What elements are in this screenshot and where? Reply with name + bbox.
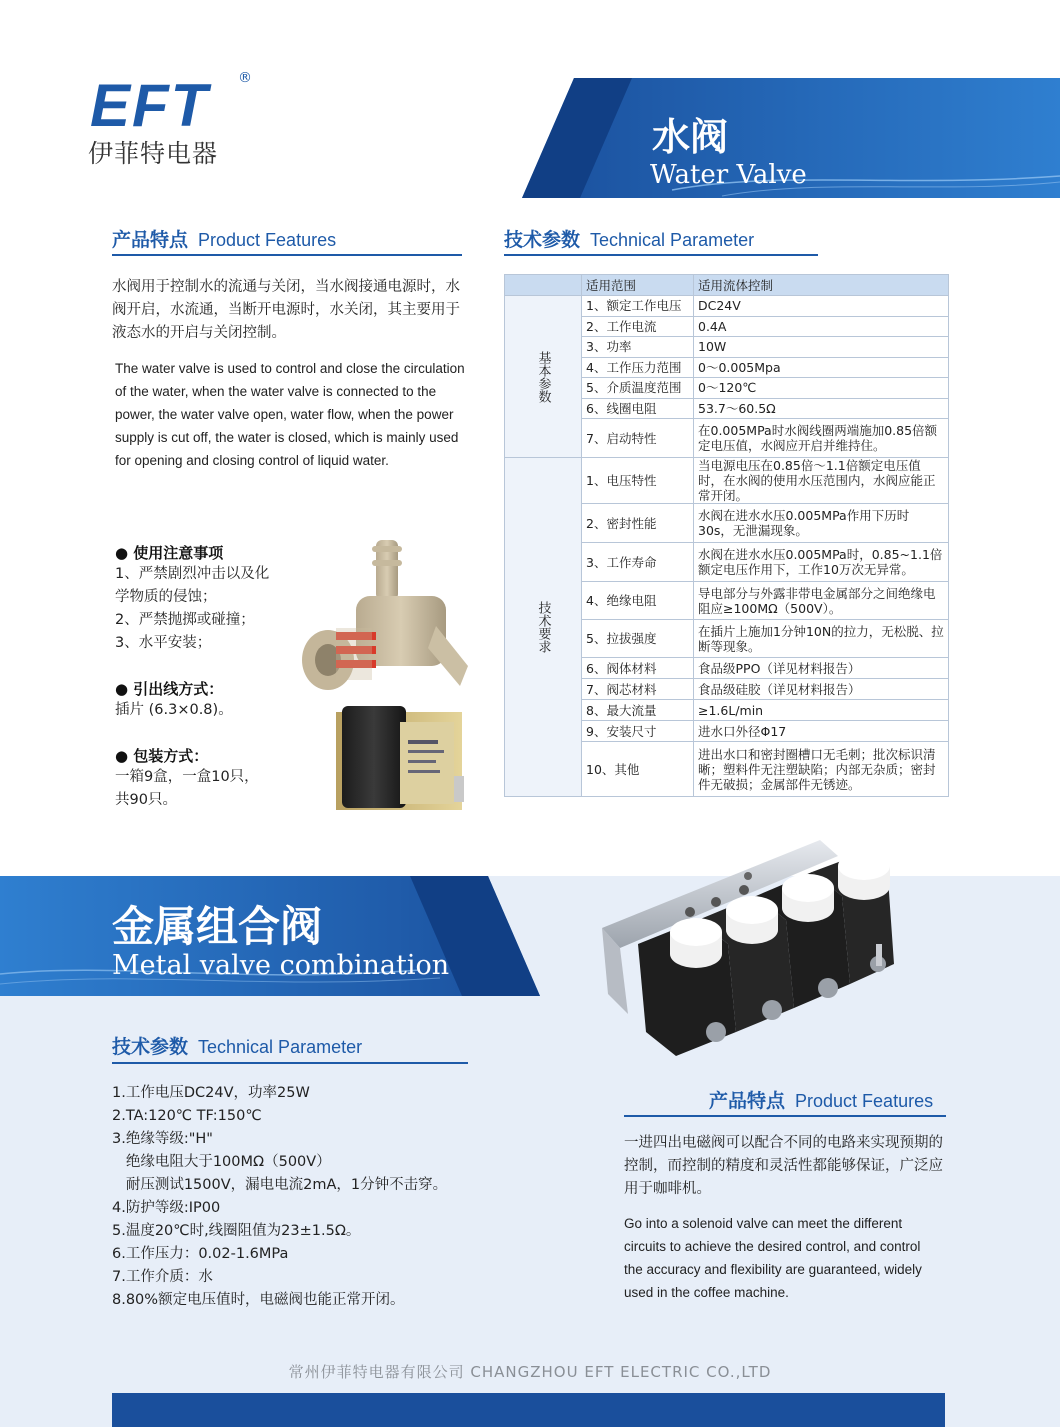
spec-item: 8、最大流量 bbox=[582, 700, 694, 721]
group-label-basic: 基本参数 bbox=[505, 296, 582, 458]
spec-item: 4、工作压力范围 bbox=[582, 357, 694, 378]
spec-line: 6.工作压力：0.02-1.6MPa bbox=[112, 1246, 289, 1262]
group-label-tech: 技术要求 bbox=[505, 458, 582, 797]
spec-value: 在0.005MPa时水阀线圈两端施加0.85倍额定电压值，水阀应开启并维持住。 bbox=[694, 419, 949, 458]
spec-value: ≥1.6L/min bbox=[694, 700, 949, 721]
registered-mark: ® bbox=[238, 70, 252, 86]
spec-value: 0.4A bbox=[694, 316, 949, 337]
spec-item: 5、拉拔强度 bbox=[582, 620, 694, 658]
spec-value: 10W bbox=[694, 337, 949, 358]
spec-value: 0～0.005Mpa bbox=[694, 357, 949, 378]
water-features-desc-en: The water valve is used to control and close the circulation of the water, when the water valve is connected to the power, the water valve open, water flow, when the power supply is cut off, the water is closed, which is mainly used for opening and closing control of liquid water. bbox=[115, 361, 465, 468]
table-row bbox=[505, 296, 949, 317]
spec-value: 进出水口和密封圈槽口无毛刺；批次标识清晰；塑料件无注塑缺陷；内部无杂质；密封件无破损；金属部件无锈迹。 bbox=[694, 742, 949, 797]
spec-value: 食品级硅胶（详见材料报告） bbox=[694, 679, 949, 700]
spec-value: 进水口外径Φ17 bbox=[694, 721, 949, 742]
spec-item: 9、安装尺寸 bbox=[582, 721, 694, 742]
water-valve-spec-table bbox=[504, 274, 949, 797]
water-features-desc-cn: 水阀用于控制水的流通与关闭，当水阀接通电源时，水阀开启，水流通，当断开电源时，水关闭，其主要用于液态水的开启与关闭控制。 bbox=[112, 279, 460, 341]
spec-value: 当电源电压在0.85倍～1.1倍额定电压值时，在水阀的使用水压范围内，水阀应能正常开闭。 bbox=[694, 458, 949, 504]
metal-valve-product-image bbox=[598, 836, 908, 1072]
heading-rule bbox=[624, 1115, 946, 1117]
spec-value: 0～120℃ bbox=[694, 378, 949, 399]
pack-line: 一箱9盒，一盒10只， bbox=[115, 769, 259, 785]
usage-notes bbox=[115, 542, 295, 655]
spec-line: 绝缘电阻大于100MΩ（500V） bbox=[112, 1154, 331, 1170]
usage-item: 1、严禁剧烈冲击以及化 bbox=[115, 566, 270, 582]
usage-item: 学物质的侵蚀； bbox=[115, 589, 217, 605]
spec-item: 3、功率 bbox=[582, 337, 694, 358]
heading-en: Product Features bbox=[198, 230, 337, 250]
usage-item: 3、水平安装； bbox=[115, 635, 212, 651]
spec-value: 在插片上施加1分钟10N的拉力，无松脱、拉断等现象。 bbox=[694, 620, 949, 658]
table-corner bbox=[505, 275, 582, 296]
spec-item: 7、阀芯材料 bbox=[582, 679, 694, 700]
footer-company: 常州伊菲特电器有限公司 CHANGZHOU EFT ELECTRIC CO.,LTD bbox=[288, 1363, 772, 1381]
spec-item: 6、线圈电阻 bbox=[582, 398, 694, 419]
heading-rule bbox=[112, 254, 462, 256]
spec-line: 1.工作电压DC24V，功率25W bbox=[112, 1085, 310, 1101]
spec-item: 2、密封性能 bbox=[582, 504, 694, 543]
heading-en: Technical Parameter bbox=[590, 230, 755, 250]
spec-item: 3、工作寿命 bbox=[582, 543, 694, 582]
lead-notes bbox=[115, 678, 295, 722]
spec-value: DC24V bbox=[694, 296, 949, 317]
metal-features-heading bbox=[709, 1086, 933, 1113]
pack-line: 共90只。 bbox=[115, 792, 177, 808]
brand-logo: EFT bbox=[90, 72, 210, 139]
water-features-heading bbox=[112, 225, 336, 252]
spec-item: 1、额定工作电压 bbox=[582, 296, 694, 317]
water-valve-title-en: Water Valve bbox=[650, 160, 807, 190]
spec-item: 6、阀体材料 bbox=[582, 658, 694, 679]
metal-valve-title-cn: 金属组合阀 bbox=[112, 902, 323, 951]
spec-item: 1、电压特性 bbox=[582, 458, 694, 504]
spec-value: 53.7～60.5Ω bbox=[694, 398, 949, 419]
heading-rule bbox=[504, 254, 818, 256]
spec-line: 耐压测试1500V，漏电电流2mA，1分钟不击穿。 bbox=[112, 1177, 448, 1193]
spec-line: 4.防护等级:IP00 bbox=[112, 1200, 221, 1216]
brand-name-cn: 伊菲特电器 bbox=[88, 139, 219, 168]
metal-valve-title-en: Metal valve combination bbox=[112, 950, 450, 981]
usage-item: 2、严禁抛掷或碰撞； bbox=[115, 612, 255, 628]
lead-title: ● 引出线方式： bbox=[115, 680, 224, 698]
spec-item: 5、介质温度范围 bbox=[582, 378, 694, 399]
table-header-cell: 适用范围 bbox=[582, 275, 694, 296]
table-header-cell: 适用流体控制 bbox=[694, 275, 949, 296]
spec-line: 5.温度20℃时,线圈阻值为23±1.5Ω。 bbox=[112, 1223, 361, 1239]
metal-features-desc-en: Go into a solenoid valve can meet the different circuits to achieve the desired control, and control the accuracy and flexibility are guaranteed, widely used in the coffee machine. bbox=[624, 1216, 922, 1300]
spec-line: 2.TA:120℃ TF:150℃ bbox=[112, 1108, 262, 1124]
spec-value: 导电部分与外露非带电金属部分之间绝缘电阻应≥100MΩ（500V）。 bbox=[694, 582, 949, 620]
usage-title: ● 使用注意事项 bbox=[115, 544, 224, 562]
pack-title: ● 包装方式： bbox=[115, 747, 209, 765]
pack-notes bbox=[115, 745, 295, 812]
spec-value: 水阀在进水水压0.005MPa作用下历时30s，无泄漏现象。 bbox=[694, 504, 949, 543]
spec-value: 水阀在进水水压0.005MPa时，0.85~1.1倍额定电压作用下，工作10万次无异常。 bbox=[694, 543, 949, 582]
heading-cn: 产品特点 bbox=[112, 229, 189, 251]
lead-value: 插片 (6.3×0.8)。 bbox=[115, 702, 233, 718]
spec-line: 7.工作介质：水 bbox=[112, 1269, 213, 1285]
heading-rule bbox=[112, 1062, 468, 1064]
heading-cn: 技术参数 bbox=[112, 1036, 189, 1058]
spec-item: 4、绝缘电阻 bbox=[582, 582, 694, 620]
footer-bar bbox=[112, 1393, 945, 1427]
metal-tech-heading bbox=[112, 1032, 362, 1059]
spec-line: 3.绝缘等级:"H" bbox=[112, 1131, 213, 1147]
table-row bbox=[505, 458, 949, 504]
table-header-row bbox=[505, 275, 949, 296]
heading-cn: 产品特点 bbox=[709, 1090, 786, 1112]
water-valve-title-cn: 水阀 bbox=[652, 115, 729, 159]
spec-item: 10、其他 bbox=[582, 742, 694, 797]
metal-tech-list bbox=[112, 1082, 492, 1312]
spec-line: 8.80%额定电压值时，电磁阀也能正常开闭。 bbox=[112, 1292, 405, 1308]
heading-cn: 技术参数 bbox=[504, 229, 581, 251]
spec-item: 2、工作电流 bbox=[582, 316, 694, 337]
water-valve-product-image bbox=[296, 536, 476, 816]
metal-features-desc-cn: 一进四出电磁阀可以配合不同的电路来实现预期的控制，而控制的精度和灵活性都能够保证，广泛应用于咖啡机。 bbox=[624, 1135, 943, 1197]
spec-value: 食品级PPO（详见材料报告） bbox=[694, 658, 949, 679]
heading-en: Technical Parameter bbox=[198, 1037, 363, 1057]
heading-en: Product Features bbox=[795, 1091, 934, 1111]
spec-item: 7、启动特性 bbox=[582, 419, 694, 458]
water-tech-heading bbox=[504, 225, 754, 252]
